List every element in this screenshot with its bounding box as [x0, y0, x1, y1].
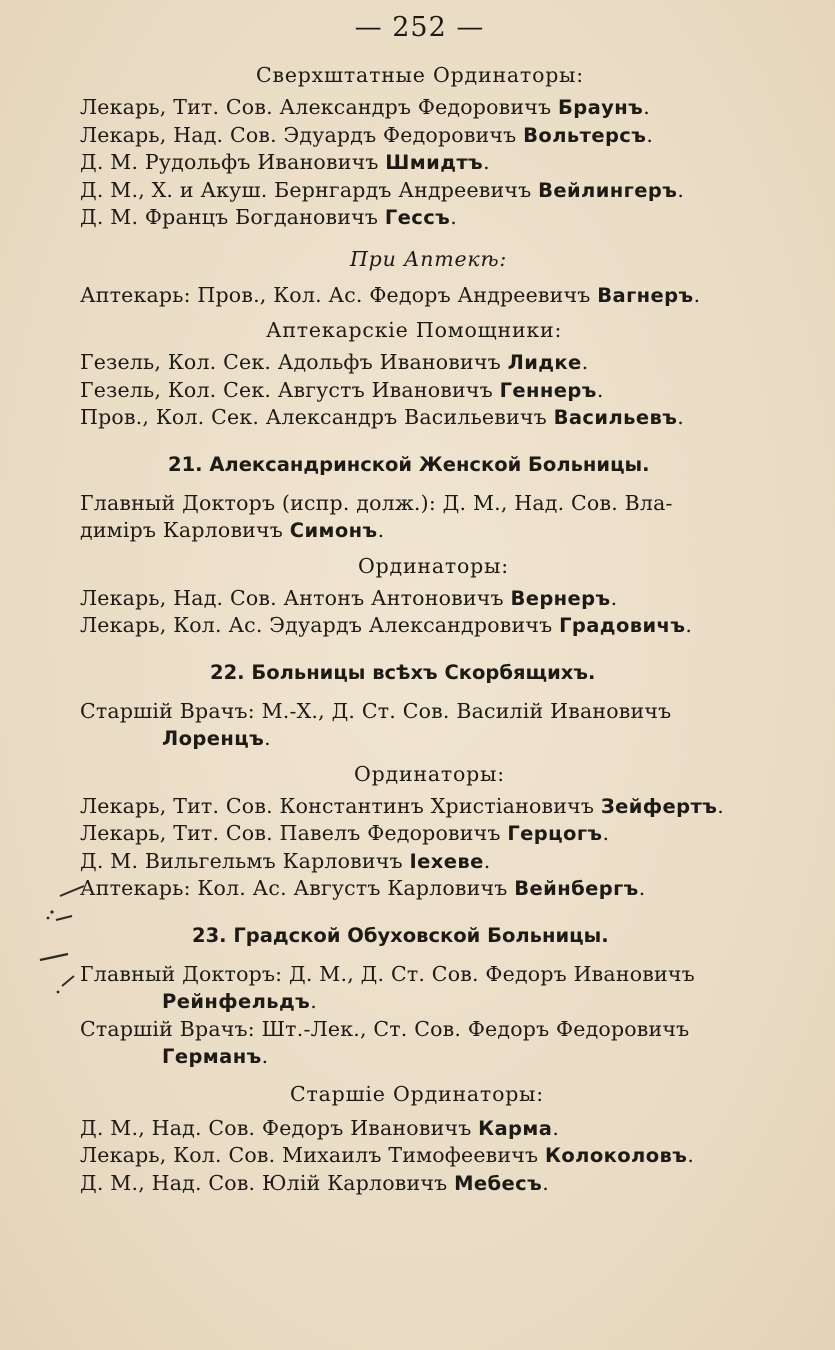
list-item: Пров., Кол. Сек. Александръ Васильевичъ Васильевъ.	[80, 405, 684, 429]
senior-doctor-line: Старшій Врачъ: М.-Х., Д. Ст. Сов. Василій Ивановичъ	[80, 698, 672, 723]
section-title-22: 22. Больницы всѣхъ Скорбящихъ.	[210, 660, 596, 684]
list-item: Лекарь, Тит. Сов. Павелъ Федоровичъ Герцогъ.	[80, 821, 610, 845]
list-item: Лекарь, Тит. Сов. Константинъ Христіановичъ Зейфертъ.	[80, 793, 724, 818]
section-title-23: 23. Градской Обуховской Больницы.	[192, 923, 609, 947]
senior-doctor-surname: Лоренцъ.	[162, 726, 271, 750]
list-item: Лекарь, Кол. Ас. Эдуардъ Александровичъ Градовичъ.	[80, 613, 693, 637]
list-item: Д. М., Над. Сов. Юлій Карловичъ Мебесъ.	[80, 1170, 549, 1195]
chief-doctor-line: Главный Докторъ: Д. М., Д. Ст. Сов. Федоръ Ивановичъ	[80, 961, 695, 986]
section-title-21: 21. Александринской Женской Больницы.	[168, 452, 650, 476]
list-item: Аптекарь: Кол. Ас. Августъ Карловичъ Вейнбергъ.	[80, 876, 646, 900]
senior-ordinators-heading: Старшіе Ординаторы:	[290, 1081, 544, 1106]
list-item: Д. М., Над. Сов. Федоръ Ивановичъ Карма.	[80, 1115, 560, 1140]
supernumerary-heading: Сверхштатные Ординаторы:	[256, 63, 584, 87]
list-item: Д. М., X. и Акуш. Бернгардъ Андреевичъ Вейлингеръ.	[80, 177, 685, 202]
pharmacy-heading: При Аптекѣ:	[350, 246, 508, 271]
page-number: — 252 —	[354, 12, 485, 43]
ordinators-heading: Ординаторы:	[358, 553, 509, 578]
chief-doctor-line: Главный Докторъ (испр. долж.): Д. М., Над. Сов. Вла-	[80, 490, 673, 515]
chief-doctor-line-continued: диміръ Карловичъ Симонъ.	[80, 518, 385, 542]
pencil-mark-icon	[38, 872, 98, 1002]
list-item: Лекарь, Над. Сов. Антонъ Антоновичъ Вернеръ.	[80, 585, 618, 610]
assistants-heading: Аптекарскіе Помощники:	[266, 318, 563, 342]
list-item: Гезель, Кол. Сек. Августъ Ивановичъ Геннеръ.	[80, 377, 604, 402]
list-item: Аптекарь: Пров., Кол. Ас. Федоръ Андреевичъ Вагнеръ.	[80, 282, 701, 307]
list-item: Лекарь, Кол. Сов. Михаилъ Тимофеевичъ Колоколовъ.	[80, 1143, 695, 1167]
list-item: Гезель, Кол. Сек. Адольфъ Ивановичъ Лидке.	[80, 350, 589, 374]
list-item: Лекарь, Тит. Сов. Александръ Федоровичъ Браунъ.	[80, 95, 650, 119]
ordinators-heading: Ординаторы:	[354, 761, 505, 786]
senior-doctor-line: Старшій Врачъ: Шт.-Лек., Ст. Сов. Федоръ Федоровичъ	[80, 1016, 690, 1041]
chief-doctor-surname: Рейнфельдъ.	[162, 989, 317, 1013]
senior-doctor-surname: Германъ.	[162, 1044, 269, 1068]
list-item: Д. М. Рудольфъ Ивановичъ Шмидтъ.	[80, 150, 490, 174]
list-item: Лекарь, Над. Сов. Эдуардъ Федоровичъ Вольтерсъ.	[80, 122, 654, 147]
list-item: Д. М. Вильгельмъ Карловичъ Іехеве.	[80, 848, 491, 873]
list-item: Д. М. Францъ Богдановичъ Гессъ.	[80, 205, 457, 229]
